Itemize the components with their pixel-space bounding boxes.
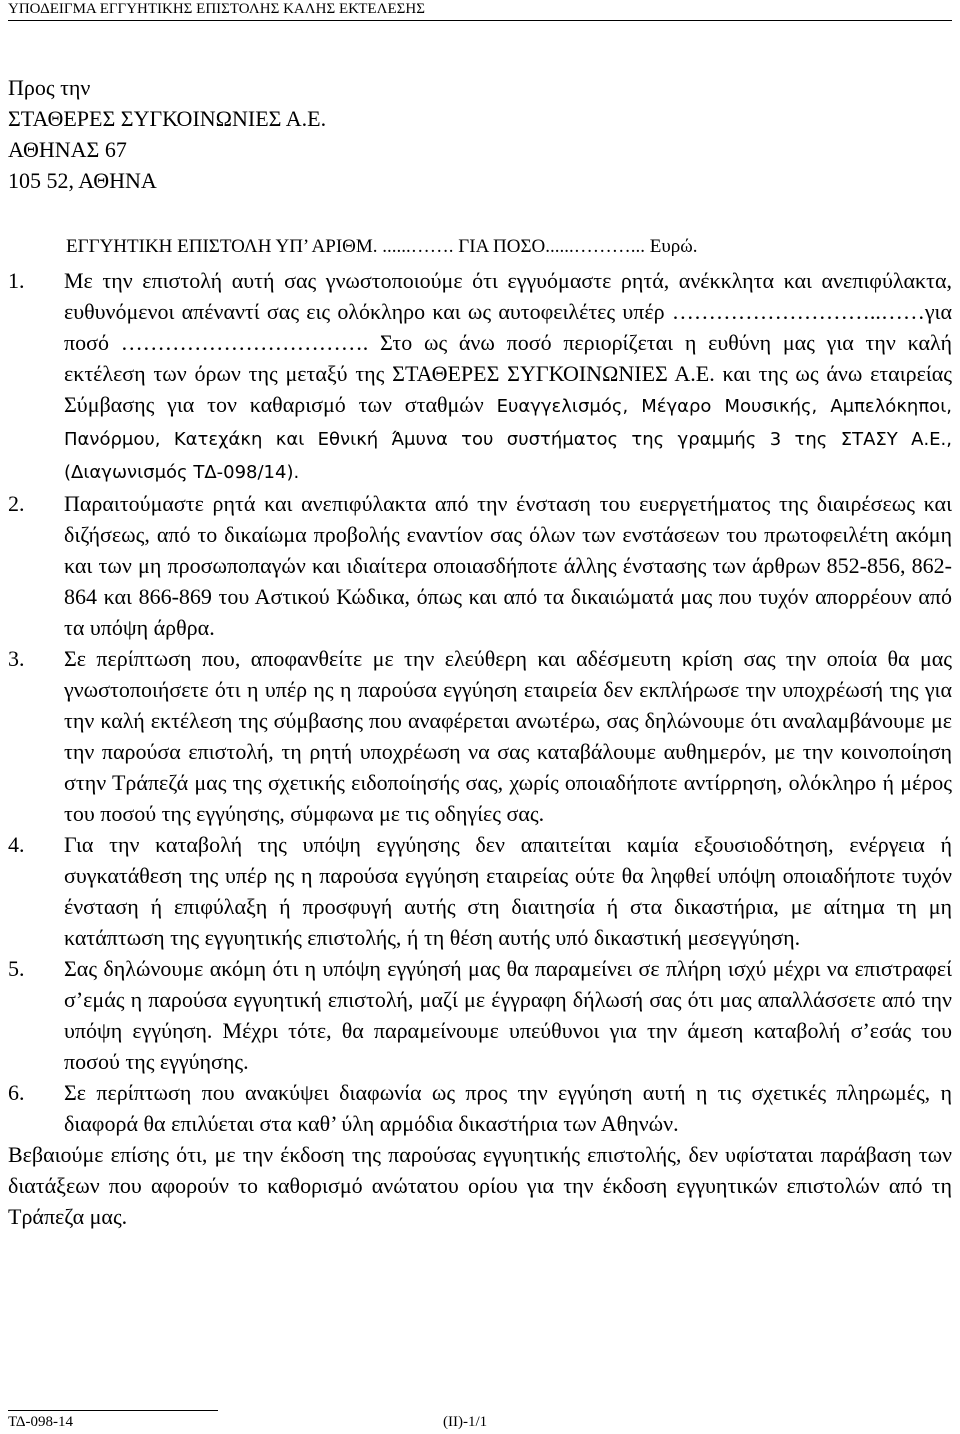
item-text-main: Με την επιστολή αυτή σας γνωστοποιούμε ότι εγγυόμαστε ρητά, ανέκκλητα και ανεπιφύλακτα, ευθυνόμενοι απέναντί σας εις ολόκληρο και ως αυτοφειλέτες υπέρ ………………………..……για ποσό ……………………………. Στο ως άνω ποσό περιορίζεται η ευθύνη μας για την καλή εκτέλεση των όρων της μεταξύ της ΣΤΑΘΕΡΕΣ ΣΥΓΚΟΙΝΩΝΙΕΣ Α.Ε. και της ως άνω εταιρείας Σύμβασης για τον καθαρισμό των σταθμών — [64, 268, 952, 417]
list-item — [8, 265, 952, 488]
header-divider — [8, 20, 952, 21]
item-text: Παραιτούμαστε ρητά και ανεπιφύλακτα από την ένσταση του ευεργετήματος της διαιρέσεως και διζήσεως, από το δικαίωμα προβολής εναντίον σας όλων των ενστάσεων του πρωτοφειλέτη ακόμη και των μη προσωπoπαγών και ιδιαίτερα οποιασδήποτε άλλης ένστασης των άρθρων 852-856, 862-864 και 866-869 του Αστικού Κώδικα, όπως και από τα δικαιώματά μας που τυχόν απορρέουν από τα υπόψη άρθρα. — [64, 491, 952, 640]
recipient-address — [8, 72, 326, 196]
list-item — [8, 643, 952, 829]
list-item — [8, 1077, 952, 1139]
item-text — [64, 265, 952, 488]
item-number: 6. — [8, 1080, 25, 1105]
footer-divider — [8, 1410, 218, 1411]
item-number: 2. — [8, 491, 25, 516]
item-text: Για την καταβολή της υπόψη εγγύησης δεν απαιτείται καμία εξουσιοδότηση, ενέργεια ή συγκατάθεση της υπέρ ης η παρούσα εγγύηση εταιρείας ούτε θα ληφθεί υπόψη οποιαδήποτε τυχόν ένσταση ή επιφύλαξη ή προσφυγή αυτής στη διαιτησία ή στα δικαστήρια, με αίτημα τη μη κατάπτωση της εγγυητικής επιστολής, ή τη θέση αυτής υπό δικαστική μεσεγγύηση. — [64, 832, 952, 950]
item-text: Σε περίπτωση που ανακύψει διαφωνία ως προς την εγγύηση αυτή η τις σχετικές πληρωμές, η διαφορά θα επιλύεται στα καθ’ ύλη αρμόδια δικαστήρια των Αθηνών. — [64, 1080, 952, 1136]
list-item — [8, 829, 952, 953]
footer-code: ΤΔ-098-14 — [8, 1414, 74, 1430]
item-number: 1. — [8, 268, 25, 293]
list-item — [8, 488, 952, 643]
footer-page-number: (ΙΙ)-1/1 — [443, 1414, 488, 1430]
list-item — [8, 953, 952, 1077]
recipient-street: ΑΘΗΝΑΣ 67 — [8, 137, 127, 162]
closing-paragraph: Βεβαιούμε επίσης ότι, με την έκδοση της παρούσας εγγυητικής επιστολής, δεν υφίσταται παράβαση των διατάξεων που αφορούν το καθορισμό ανώτατου ορίου για την έκδοση εγγυητικών επιστολών από τη Τράπεζα μας. — [8, 1142, 952, 1229]
document-header: ΥΠΟΔΕΙΓΜΑ ΕΓΓΥΗΤΙΚΗΣ ΕΠΙΣΤΟΛΗΣ ΚΑΛΗΣ ΕΚΤΕΛΕΣΗΣ — [8, 1, 425, 17]
recipient-city: 105 52, ΑΘΗΝΑ — [8, 168, 157, 193]
letter-body — [8, 265, 952, 1232]
item-number: 5. — [8, 956, 25, 981]
item-text: Σε περίπτωση που, αποφανθείτε με την ελεύθερη και αδέσμευτη κρίση σας την οποία θα μας γνωστοποιήσετε ότι η υπέρ ης η παρούσα εγγύηση εταιρεία δεν εκπλήρωσε την υποχρέωσή της για την καλή εκτέλεση της σύμβασης που αναφέρεται ανωτέρω, σας δηλώνουμε ότι αναλαμβάνουμε με την παρούσα επιστολή, τη ρητή υποχρέωση να σας καταβάλουμε αυθημερόν, με την κοινοποίηση στην Τράπεζά μας της σχετικής ειδοποίησής σας, χωρίς οποιαδήποτε αντίρρηση, ολόκληρο ή μέρος του ποσού της εγγύησης, σύμφωνα με τις οδηγίες σας. — [64, 646, 952, 826]
recipient-name: ΣΤΑΘΕΡΕΣ ΣΥΓΚΟΙΝΩΝΙΕΣ Α.Ε. — [8, 106, 327, 131]
item-number: 3. — [8, 646, 25, 671]
letter-subject: ΕΓΓΥΗΤΙΚΗ ΕΠΙΣΤΟΛΗ ΥΠ’ ΑΡΙΘΜ. ......……. ΓΙΑ ΠΟΣΟ......………... Ευρώ. — [66, 236, 698, 257]
item-number: 4. — [8, 832, 25, 857]
item-text: Σας δηλώνουμε ακόμη ότι η υπόψη εγγύησή μας θα παραμείνει σε πλήρη ισχύ μέχρι να επιστραφεί σ’εμάς η παρούσα εγγυητική επιστολή, μαζί με έγγραφη δήλωσή σας ότι μας απαλλάσσετε από την υπόψη εγγύηση. Μέχρι τότε, θα παραμείνουμε υπεύθυνοι για την άμεση καταβολή σ’εσάς του ποσού της εγγύησης. — [64, 956, 952, 1074]
recipient-line: Προς την — [8, 75, 91, 100]
item-text-stations: Ευαγγελισμός, Μέγαρο Μουσικής, Αμπελόκηποι, Πανόρμου, Κατεχάκη και Εθνική Άμυνα του συστήματος της γραμμής 3 της ΣΤΑΣΥ Α.Ε., (Διαγωνισμός ΤΔ-098/14). — [64, 396, 953, 483]
